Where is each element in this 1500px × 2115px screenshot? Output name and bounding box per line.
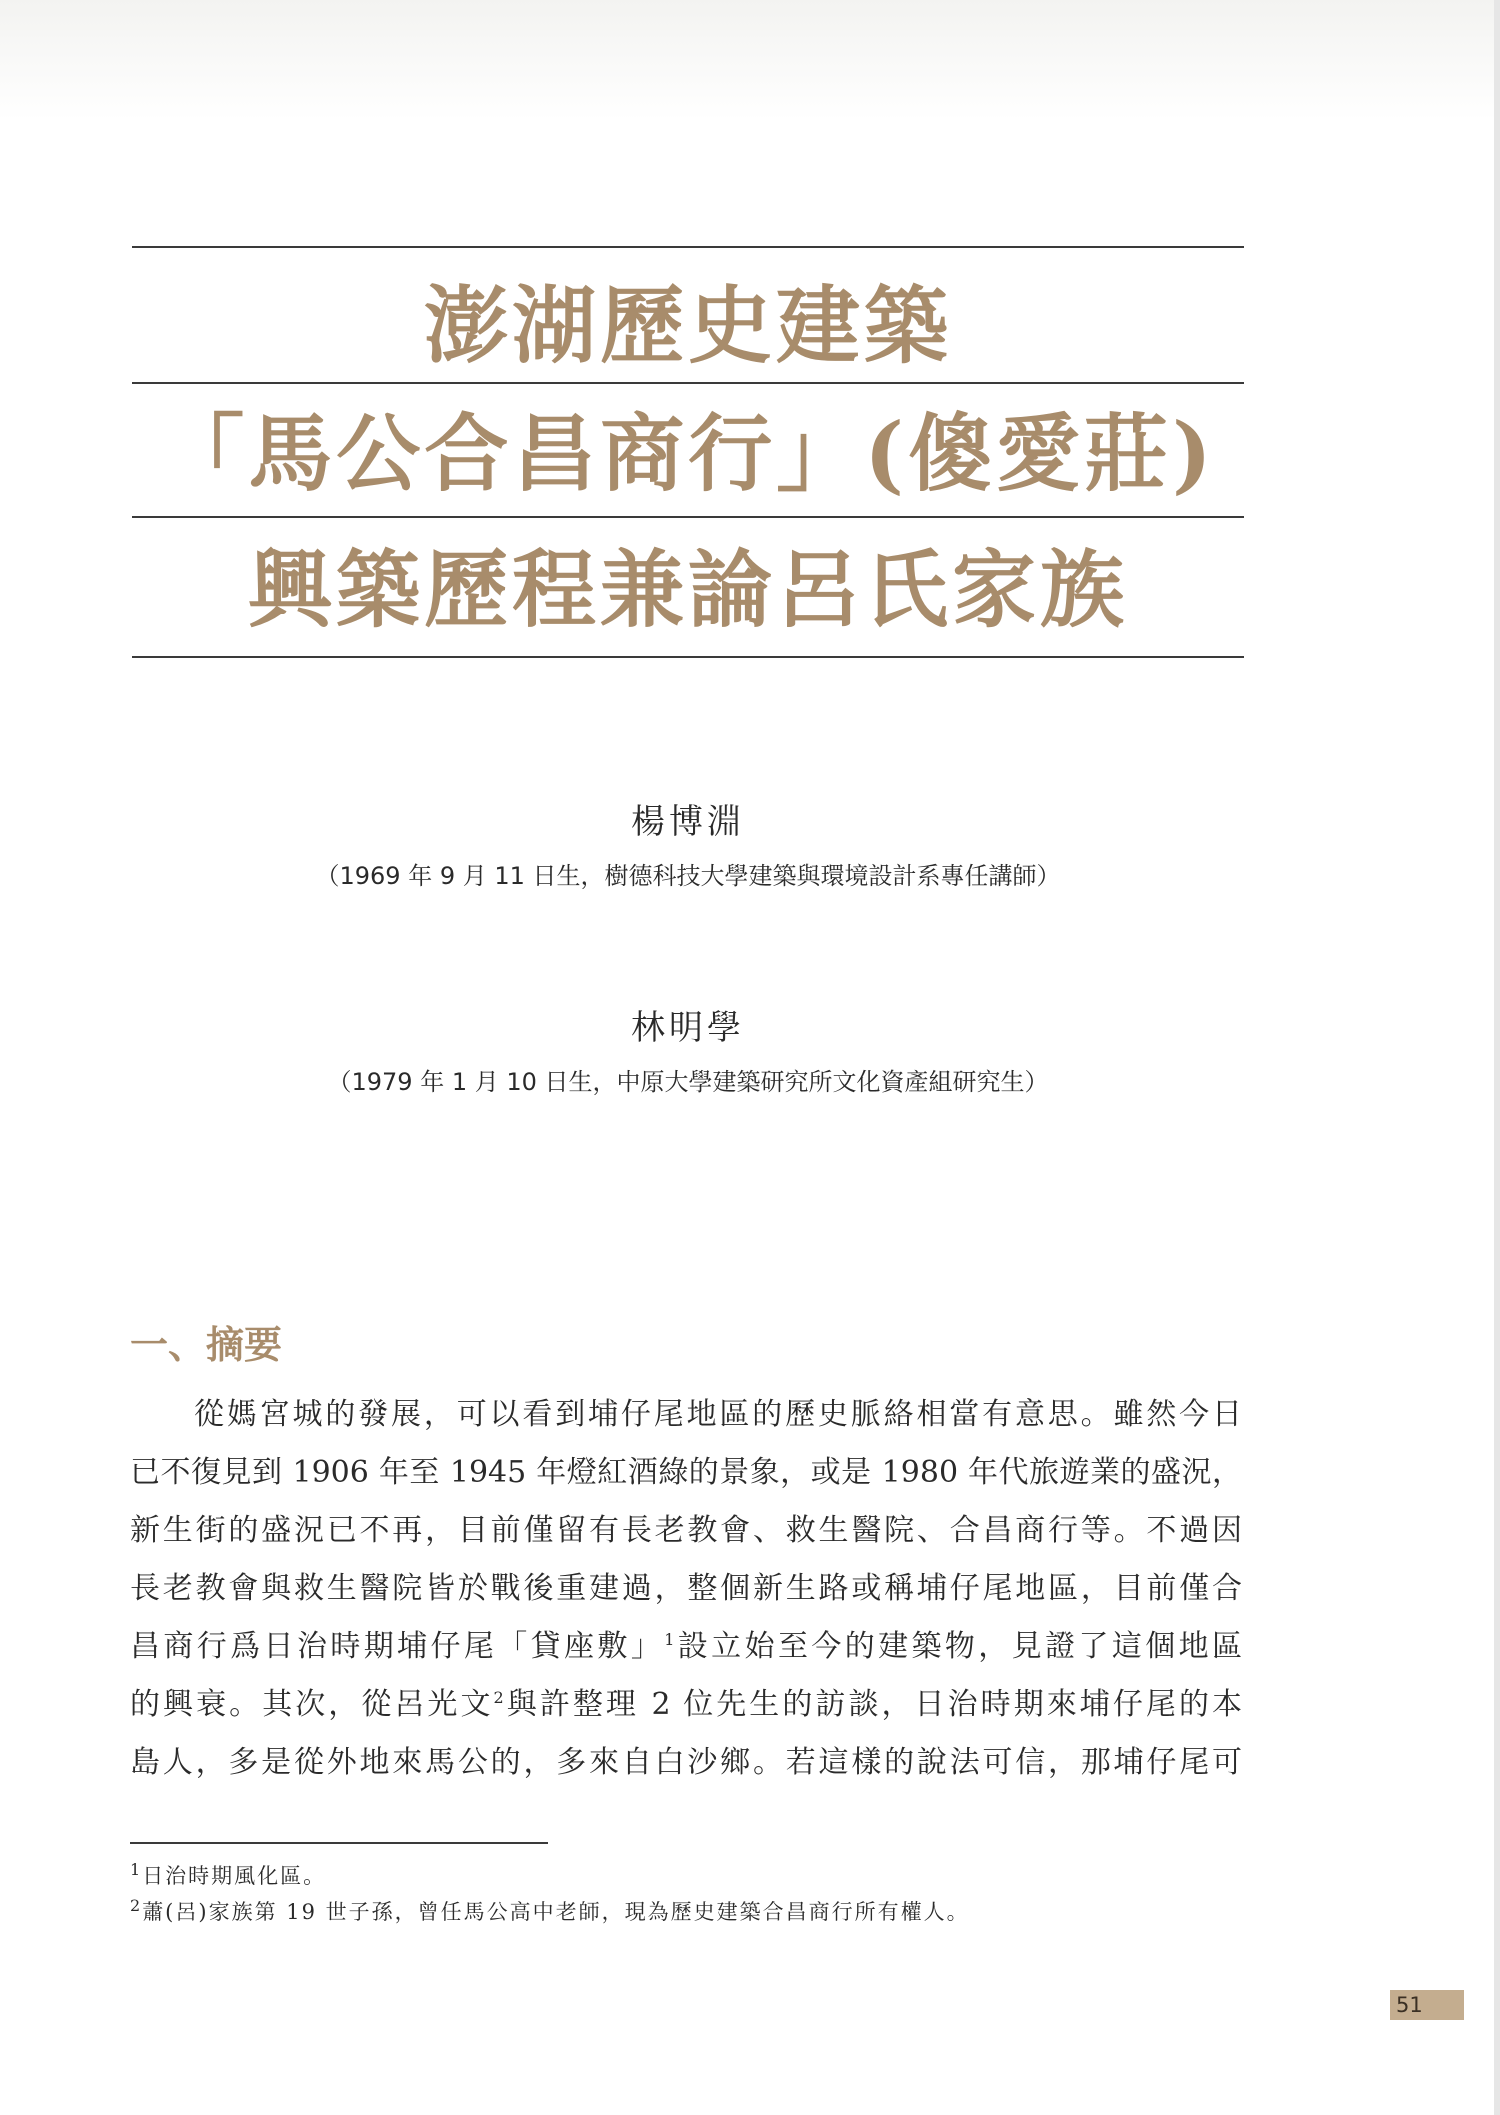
section-heading: 一、摘要 [130, 1323, 283, 1367]
body-segment: 與許整理 2 位先生的訪談，日治時期來埔仔尾的本 [503, 1687, 1242, 1722]
author-info-1: （1969 年 9 月 11 日生，樹德科技大學建築與環境設計系專任講師） [315, 862, 1061, 890]
footnote-text-2: 蕭(呂)家族第 19 世子孫，曾任馬公高中老師，現為歷史建築合昌商行所有權人。 [142, 1900, 970, 1924]
body-line [130, 1618, 1242, 1676]
title-line-3: 興築歷程兼論呂氏家族 [247, 540, 1128, 639]
page-top-shade [0, 0, 1500, 120]
abstract-body [130, 1386, 1242, 1792]
body-segment: 昌商行爲日治時期埔仔尾「貸座敷」 [130, 1629, 665, 1664]
body-line: 新生街的盛況已不再，目前僅留有長老教會、救生醫院、合昌商行等。不過因 [130, 1513, 1242, 1548]
author-info-2: （1979 年 1 月 10 日生，中原大學建築研究所文化資產組研究生） [327, 1068, 1049, 1096]
footnote-rule [130, 1842, 548, 1844]
body-segment: 設立始至今的建築物，見證了這個地區 [674, 1629, 1243, 1664]
page-edge [1494, 0, 1500, 2115]
title-rule-3 [132, 516, 1244, 518]
footnote-1 [130, 1860, 1242, 1892]
footnote-mark-1: 1 [130, 1860, 143, 1879]
footnote-ref-2: 2 [493, 1688, 504, 1707]
title-line-2: 「馬公合昌商行」(傻愛莊) [160, 404, 1216, 503]
author-name-2: 林明學 [631, 1008, 745, 1048]
title-rule-top [132, 246, 1244, 248]
title-rule-bottom [132, 656, 1244, 658]
author-name-1: 楊博淵 [631, 802, 745, 842]
body-line: 島人，多是從外地來馬公的，多來自白沙鄉。若這樣的說法可信，那埔仔尾可 [130, 1745, 1242, 1780]
body-line: 從媽宮城的發展，可以看到埔仔尾地區的歷史脈絡相當有意思。雖然今日 [194, 1397, 1242, 1432]
footnote-mark-2: 2 [130, 1896, 143, 1915]
body-line [130, 1676, 1242, 1734]
body-line: 已不復見到 1906 年至 1945 年燈紅酒綠的景象，或是 1980 年代旅遊業的盛況， [130, 1455, 1242, 1490]
body-segment: 的興衰。其次，從呂光文 [130, 1687, 494, 1722]
footnote-2 [130, 1896, 1242, 1928]
title-line-1: 澎湖歷史建築 [423, 276, 952, 375]
footnote-text-1: 日治時期風化區。 [142, 1864, 327, 1888]
footnote-ref-1: 1 [664, 1630, 675, 1649]
page-number: 51 [1390, 1990, 1464, 2020]
body-line: 長老教會與救生醫院皆於戰後重建過，整個新生路或稱埔仔尾地區，目前僅合 [130, 1571, 1242, 1606]
title-rule-2 [132, 382, 1244, 384]
